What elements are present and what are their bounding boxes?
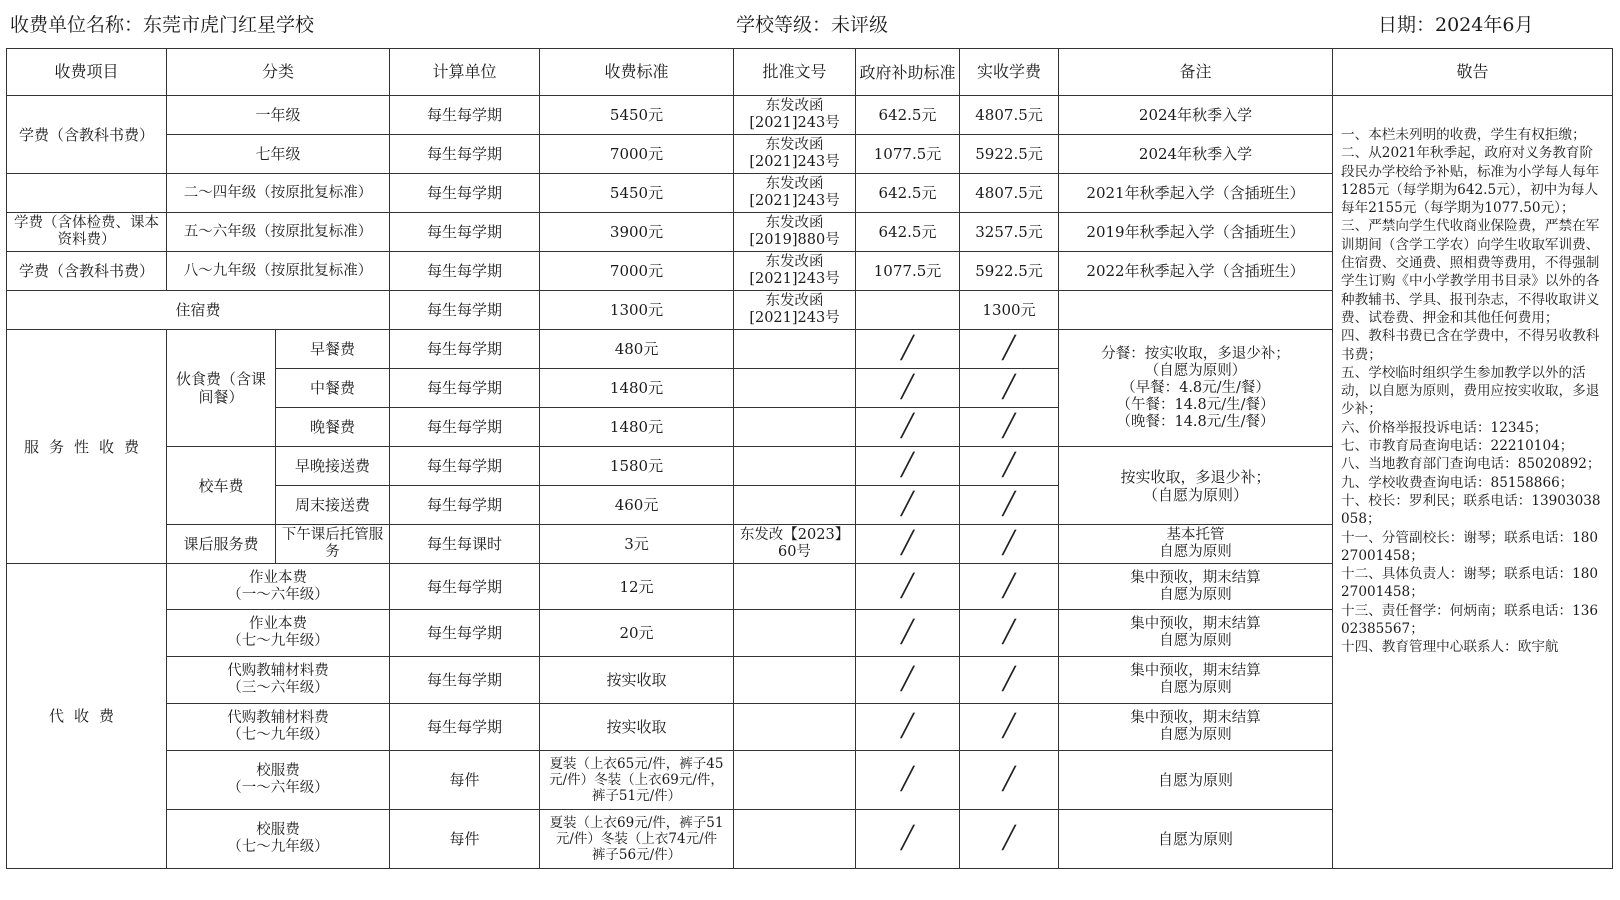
approval-no: 东发改函 [2021]243号 [734,135,856,174]
unit: 每生每学期 [390,213,540,252]
category: 校服费 （七～九年级） [167,810,390,869]
fee-item: 学费（含体检费、课本资料费） [7,213,167,252]
unit: 每件 [390,810,540,869]
remark: 集中预收，期末结算 自愿为原则 [1059,564,1333,610]
category: 五～六年级（按原批复标准） [167,213,390,252]
subgroup: 课后服务费 [167,525,276,564]
col-header: 计算单位 [390,49,540,96]
notice-text: 一、本栏未列明的收费，学生有权拒缴； 二、从2021年秋季起，政府对义务教育阶段民办学校给予补贴，标准为小学每人每年1285元（每学期为642.5元），初中为每人每年2155元（每学期为1077.50元）； 三、严禁向学生代收商业保险费，严禁在军训期间（含学工学农）向学生收取军训费、住宿费、交通费、照相费等费用，不得强制学生订购《中小学教学用书目录》以外的各种教辅书、学具、报刊杂志，不得收取讲义费、试卷费、押金和其他任何费用； 四、教科书费已含在学费中，不得另收教科书费； 五、学校临时组织学生参加教学以外的活动，以自愿为原则，费用应按实收取，多退少补； 六、价格举报投诉电话：12345； 七、市教育局查询电话：22210104； 八、当地教育部门查询电话：85020892； 九、学校收费查询电话：85158866； 十、校长：罗利民；联系电话：13903038058； 十一、分管副校长：谢琴；联系电话：18027001458； 十二、具体负责人：谢琴；联系电话：18027001458； 十三、责任督学：何炳南；联系电话：13602385567； 十四、教育管理中心联系人：欧宇航 [1333,96,1613,869]
subsidy: ╱ [856,704,960,751]
subsidy: 1077.5元 [856,252,960,291]
remark: 2024年秋季入学 [1059,96,1333,135]
remark: 自愿为原则 [1059,810,1333,869]
actual-fee: 1300元 [960,291,1059,330]
subgroup: 伙食费（含课间餐） [167,330,276,447]
category: 七年级 [167,135,390,174]
subsidy: ╱ [856,525,960,564]
remark: 按实收取，多退少补； （自愿为原则） [1059,447,1333,525]
remark: 2024年秋季入学 [1059,135,1333,174]
category: 早餐费 [276,330,390,369]
category: 代购教辅材料费 （三～六年级） [167,657,390,704]
unit: 每生每学期 [390,704,540,751]
fee-group: 服务性收费 [7,330,167,564]
unit: 每生每学期 [390,96,540,135]
actual-fee: 5922.5元 [960,252,1059,291]
subsidy: ╱ [856,610,960,657]
fee-item [7,174,167,213]
unit: 每生每学期 [390,564,540,610]
unit: 每生每学期 [390,174,540,213]
category: 作业本费 （七～九年级） [167,610,390,657]
date: 日期：2024年6月 [1378,14,1534,36]
approval-no [734,610,856,657]
approval-no [734,564,856,610]
standard: 3元 [540,525,734,564]
fee-item: 学费（含教科书费） [7,96,167,174]
approval-no [734,486,856,525]
unit: 每生每学期 [390,330,540,369]
unit: 每生每学期 [390,369,540,408]
actual-fee: ╱ [960,525,1059,564]
col-header: 实收学费 [960,49,1059,96]
standard: 460元 [540,486,734,525]
unit: 每件 [390,751,540,810]
approval-no: 东发改函 [2021]243号 [734,96,856,135]
subgroup: 校车费 [167,447,276,525]
category: 晚餐费 [276,408,390,447]
standard: 7000元 [540,252,734,291]
unit: 每生每学期 [390,486,540,525]
approval-no [734,751,856,810]
col-header: 敬告 [1333,49,1613,96]
standard: 1480元 [540,369,734,408]
subsidy: ╱ [856,447,960,486]
actual-fee: ╱ [960,610,1059,657]
subsidy: 642.5元 [856,96,960,135]
actual-fee: 3257.5元 [960,213,1059,252]
subsidy: ╱ [856,330,960,369]
category: 一年级 [167,96,390,135]
actual-fee: ╱ [960,657,1059,704]
standard: 按实收取 [540,657,734,704]
standard: 1480元 [540,408,734,447]
school-grade: 学校等级：未评级 [736,14,889,36]
remark: 自愿为原则 [1059,751,1333,810]
actual-fee: ╱ [960,369,1059,408]
fee-item: 学费（含教科书费） [7,252,167,291]
actual-fee: ╱ [960,447,1059,486]
standard: 5450元 [540,174,734,213]
col-header: 收费项目 [7,49,167,96]
unit: 每生每学期 [390,408,540,447]
fee-item: 住宿费 [7,291,390,330]
remark: 2021年秋季起入学（含插班生） [1059,174,1333,213]
category: 八～九年级（按原批复标准） [167,252,390,291]
actual-fee: ╱ [960,704,1059,751]
category: 早晚接送费 [276,447,390,486]
subsidy: 642.5元 [856,174,960,213]
unit: 每生每学期 [390,447,540,486]
approval-no [734,447,856,486]
unit: 每生每学期 [390,291,540,330]
approval-no [734,657,856,704]
subsidy: ╱ [856,657,960,704]
actual-fee: ╱ [960,408,1059,447]
remark: 集中预收，期末结算 自愿为原则 [1059,610,1333,657]
approval-no: 东发改函 [2021]243号 [734,291,856,330]
category: 作业本费 （一～六年级） [167,564,390,610]
subsidy: 1077.5元 [856,135,960,174]
actual-fee: ╱ [960,751,1059,810]
remark: 基本托管 自愿为原则 [1059,525,1333,564]
actual-fee: 4807.5元 [960,96,1059,135]
remark: 集中预收，期末结算 自愿为原则 [1059,704,1333,751]
category: 代购教辅材料费 （七～九年级） [167,704,390,751]
category: 二～四年级（按原批复标准） [167,174,390,213]
remark: 2022年秋季起入学（含插班生） [1059,252,1333,291]
subsidy: ╱ [856,369,960,408]
actual-fee: 5922.5元 [960,135,1059,174]
actual-fee: ╱ [960,486,1059,525]
subsidy: ╱ [856,564,960,610]
approval-no [734,408,856,447]
col-header: 政府补助标准 [856,49,960,96]
unit: 每生每学期 [390,252,540,291]
standard: 夏装（上衣65元/件，裤子45元/件）冬装（上衣69元/件，裤子51元/件） [540,751,734,810]
standard: 1580元 [540,447,734,486]
standard: 7000元 [540,135,734,174]
col-header: 批准文号 [734,49,856,96]
approval-no [734,369,856,408]
subsidy [856,291,960,330]
approval-no: 东发改【2023】 60号 [734,525,856,564]
unit: 每生每学期 [390,610,540,657]
standard: 12元 [540,564,734,610]
approval-no: 东发改函 [2021]243号 [734,174,856,213]
unit-name: 收费单位名称：东莞市虎门红星学校 [10,14,315,36]
fee-notice-sheet [6,4,1612,894]
fee-table [6,48,1613,869]
remark: 2019年秋季起入学（含插班生） [1059,213,1333,252]
remark [1059,291,1333,330]
category: 周末接送费 [276,486,390,525]
remark: 集中预收，期末结算 自愿为原则 [1059,657,1333,704]
category: 校服费 （一～六年级） [167,751,390,810]
unit: 每生每学期 [390,135,540,174]
standard: 按实收取 [540,704,734,751]
approval-no: 东发改函 [2019]880号 [734,213,856,252]
subsidy: ╱ [856,486,960,525]
actual-fee: ╱ [960,810,1059,869]
subsidy: 642.5元 [856,213,960,252]
table-header-row [7,49,1613,96]
actual-fee: ╱ [960,330,1059,369]
subsidy: ╱ [856,810,960,869]
approval-no: 东发改函 [2021]243号 [734,252,856,291]
col-header: 分类 [167,49,390,96]
remark: 分餐：按实收取，多退少补； （自愿为原则） （早餐：4.8元/生/餐） （午餐：14.8元/生/餐） （晚餐：14.8元/生/餐） [1059,330,1333,447]
actual-fee: ╱ [960,564,1059,610]
unit: 每生每学期 [390,657,540,704]
standard: 480元 [540,330,734,369]
standard: 20元 [540,610,734,657]
approval-no [734,704,856,751]
category: 中餐费 [276,369,390,408]
unit: 每生每课时 [390,525,540,564]
col-header: 备注 [1059,49,1333,96]
subsidy: ╱ [856,751,960,810]
standard: 夏装（上衣69元/件，裤子51元/件）冬装（上衣74元/件 裤子56元/件） [540,810,734,869]
actual-fee: 4807.5元 [960,174,1059,213]
col-header: 收费标准 [540,49,734,96]
standard: 5450元 [540,96,734,135]
standard: 3900元 [540,213,734,252]
standard: 1300元 [540,291,734,330]
category: 下午课后托管服务 [276,525,390,564]
approval-no [734,330,856,369]
subsidy: ╱ [856,408,960,447]
fee-group: 代收费 [7,564,167,869]
approval-no [734,810,856,869]
table-row [7,96,1613,135]
